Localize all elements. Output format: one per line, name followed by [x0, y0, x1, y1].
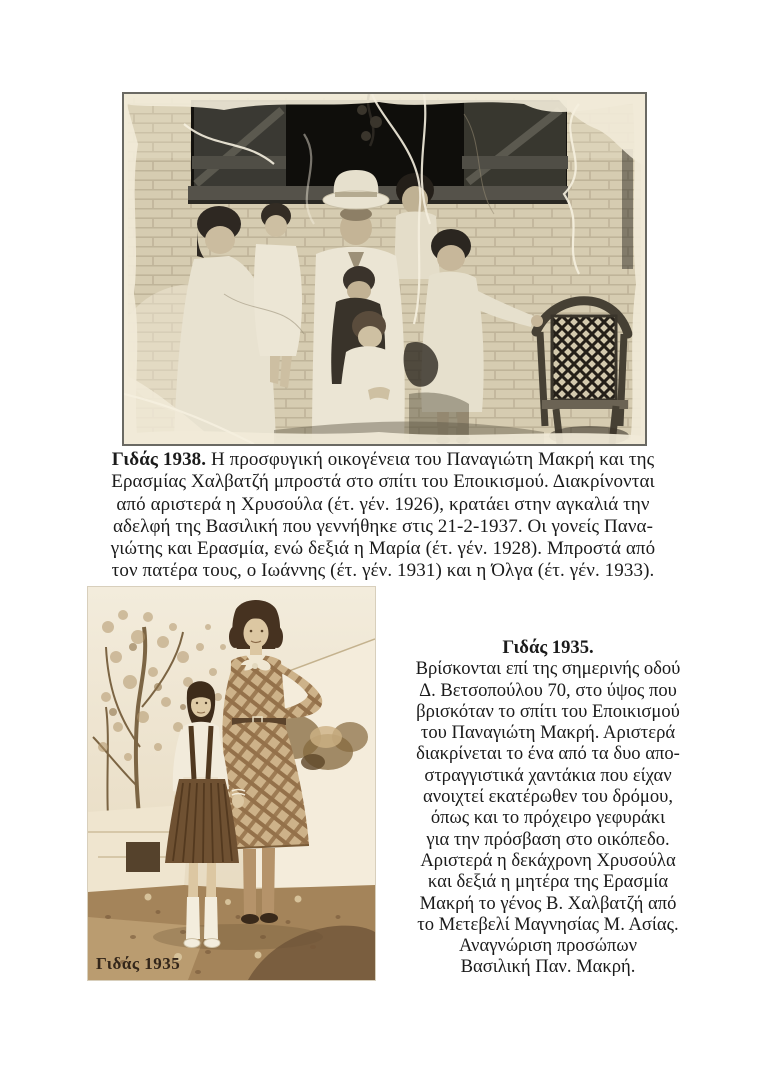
caption-line: τον πατέρα τους, ο Ιωάννης (έτ. γέν. 1931) και η Όλγα (έτ. γέν. 1933). [111, 560, 655, 582]
photo-1938-illustration [124, 94, 645, 444]
caption-line: Αναγνώριση προσώπων [459, 935, 637, 957]
caption-line: ανοιχτεί εκατέρωθεν του δρόμου, [422, 786, 674, 808]
caption-1938 [84, 449, 682, 583]
caption-line: Δ. Βετσοπούλου 70, στο ύψος που [419, 679, 677, 701]
caption-line: Ερασμίας Χαλβατζή μπροστά στο σπίτι του Εποικισμού. Διακρίνονται [111, 471, 655, 493]
caption-line: Βασιλική Παν. Μακρή. [460, 956, 636, 978]
caption-line: γιώτης και Ερασμία, ενώ δεξιά η Μαρία (έτ. γέν. 1928). Μπροστά από [110, 538, 656, 560]
caption-line: για την πρόσβαση στο οικόπεδο. [426, 828, 670, 850]
caption-line: διακρίνεται το ένα από τα δυο απο- [416, 743, 680, 765]
caption-line: Αριστερά η δεκάχρονη Χρυσούλα [420, 849, 676, 871]
photo-1935-illustration [88, 587, 375, 980]
caption-1935 [388, 637, 708, 978]
photo-1935-overlay-label: Γιδάς 1935 [96, 954, 181, 973]
caption-line: Μακρή το γένος Β. Χαλβατζή από [419, 892, 677, 914]
caption-1935-lines [388, 658, 708, 977]
caption-1938-lines [84, 471, 682, 582]
photo-1935 [88, 587, 375, 980]
caption-1938-lead: Γιδάς 1938. [111, 449, 207, 470]
caption-line: το Μετεβελί Μαγνησίας Μ. Ασίας. [417, 913, 679, 935]
figure-erasmia [394, 173, 440, 279]
caption-line: και δεξιά η μητέρα της Ερασμία [427, 871, 669, 893]
caption-line: Βρίσκονται επί της σημερινής οδού [415, 658, 681, 680]
caption-line: αδελφή της Βασιλική που γεννήθηκε στις 21-2-1937. Οι γονείς Πανα- [112, 515, 654, 537]
caption-line: Γιδάς 1938. Η προσφυγική οικογένεια του Παναγιώτη Μακρή και της [111, 449, 655, 470]
caption-line: του Παναγιώτη Μακρή. Αριστερά [420, 722, 676, 744]
caption-line: βρισκόταν το σπίτι του Εποικισμού [416, 700, 680, 722]
caption-line: όπως και το πρόχειρο γεφυράκι [430, 807, 666, 829]
caption-line: στραγγιστικά χαντάκια που είχαν [424, 764, 672, 786]
caption-1935-title: Γιδάς 1935. [502, 637, 594, 658]
caption-line: από αριστερά η Χρυσούλα (έτ. γέν. 1926), κρατάει στην αγκαλιά την [116, 493, 650, 515]
photo-1938 [122, 92, 647, 446]
